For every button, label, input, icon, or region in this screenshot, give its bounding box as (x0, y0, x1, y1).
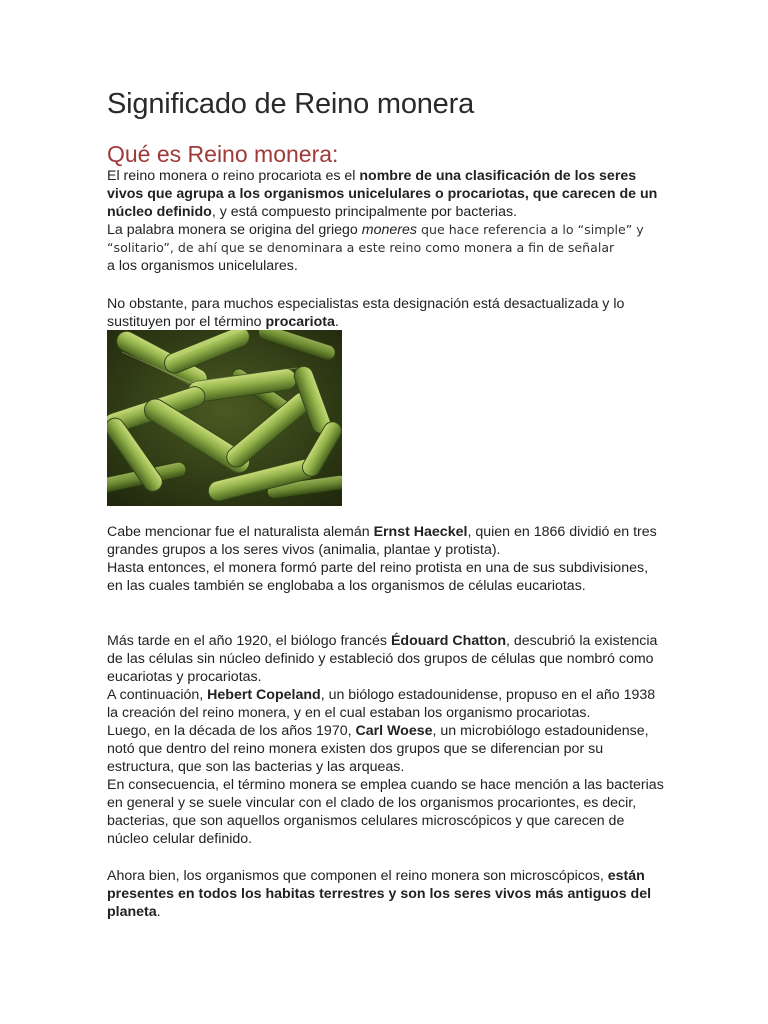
paragraph-intro: El reino monera o reino procariota es el nombre de una clasificación de los seres vivos que agrupa a los organismos unicelulares o procariotas, que carecen de un núcleo definido, y está compuesto principalmente por bacterias. La palabra monera se origina del griego moneres que hace referencia a lo “simple” y “solitario”, de ahí que se denominara a este reino como monera a fin de señalar a los organismos unicelulares. (107, 168, 658, 274)
bold-name-woese: Carl Woese (355, 723, 433, 739)
bold-name-chatton: Édouard Chatton (390, 633, 507, 649)
bold-term: procariota (265, 314, 335, 330)
page-title: Significado de Reino monera (107, 88, 474, 120)
section-heading: Qué es Reino monera: (107, 141, 339, 167)
bold-name-copeland: Hebert Copeland (207, 687, 321, 703)
paragraph-conclusion: Ahora bien, los organismos que componen el reino monera son microscópicos, están presentes en todos los habitas terrestres y son los seres vivos más antiguos del planeta. (107, 868, 652, 920)
bold-definition: nombre de una clasificación de los seres vivos que agrupa a los organismos unicelulares o procariotas, que carecen de un núcleo definido (107, 168, 658, 220)
paragraph-history: Más tarde en el año 1920, el biólogo francés Édouard Chatton, descubrió la existencia de las células sin núcleo definido y estableció dos grupos de células que nombró como eucariotas y procariotas. A continuación, Hebert Copeland, un biólogo estadounidense, propuso en el año 1938 la creación del reino monera, y en el cual estaban los organismo procariotas. Luego, en la década de los años 1970, Carl Woese, un microbiólogo estadounidense, notó que dentro del reino monera existen dos grupos que se diferencian por su estructura, que son las bacterias y las arqueas. En consecuencia, el término monera se emplea cuando se hace mención a las bacterias en general y se suele vincular con el clado de los organismos procariontes, es decir, bacterias, que son aquellos organismos celulares microscópicos y que carecen de núcleo celular definido. (107, 633, 664, 847)
paragraph-haeckel: Cabe mencionar fue el naturalista alemán Ernst Haeckel, quien en 1866 dividió en tres grandes grupos a los seres vivos (animalia, plantae y protista). Hasta entonces, el monera formó parte del reino protista en una de sus subdivisiones, en las cuales también se englobaba a los organismos de células eucariotas. (107, 524, 657, 594)
paragraph-procariota: No obstante, para muchos especialistas esta designación está desactualizada y lo sustituyen por el término procariota. (107, 296, 625, 330)
bold-conclusion: están presentes en todos los habitas terrestres y son los seres vivos más antiguos del planeta (107, 868, 652, 920)
bacteria-micrograph-image (107, 330, 342, 506)
bold-name-haeckel: Ernst Haeckel (373, 524, 468, 540)
italic-term: moneres (361, 222, 417, 238)
